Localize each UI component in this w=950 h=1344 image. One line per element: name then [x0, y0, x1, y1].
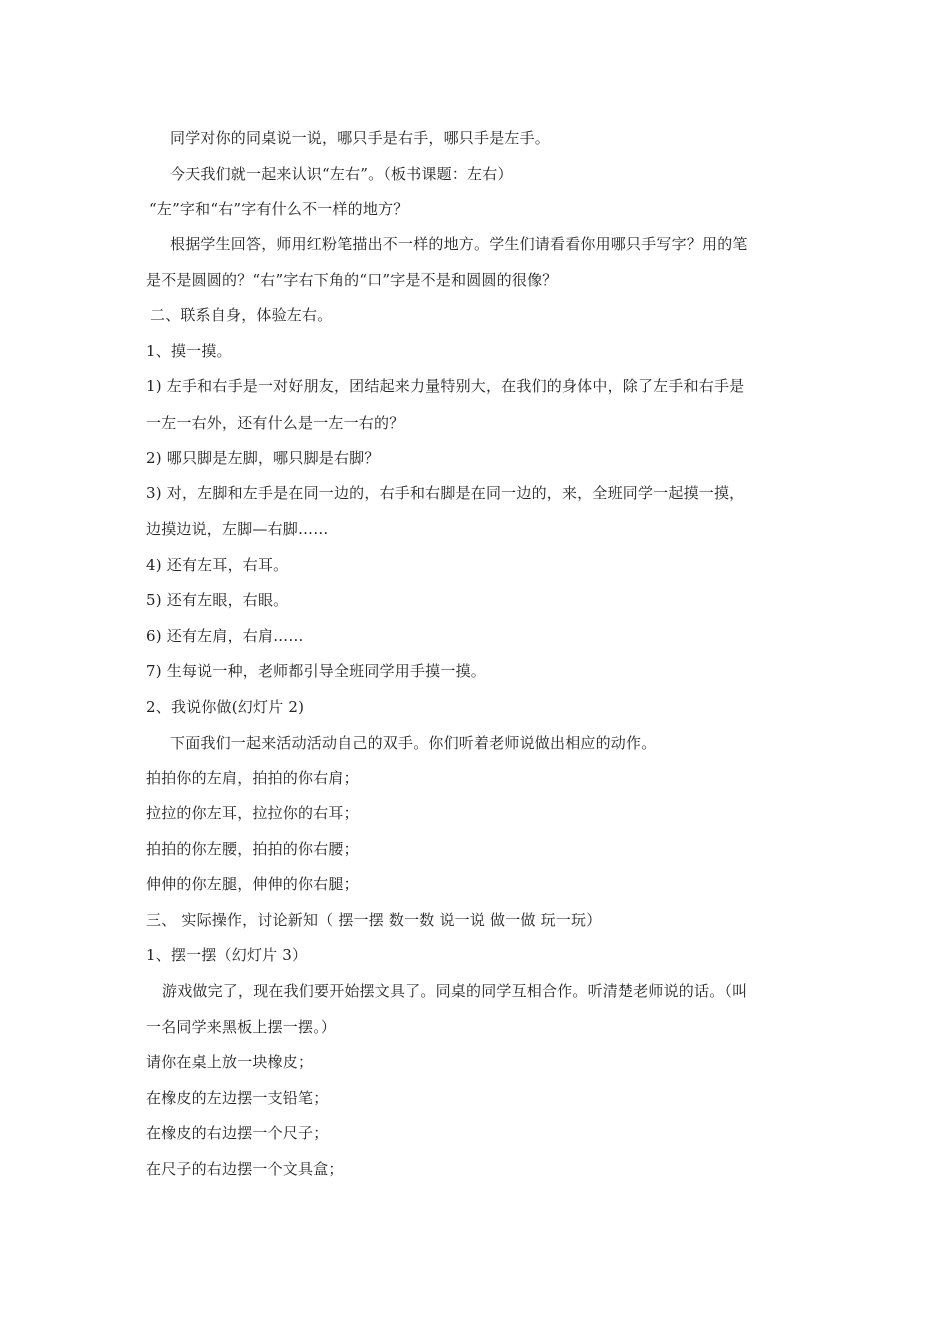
list-item: 2) 哪只脚是左脚，哪只脚是右脚？	[146, 449, 380, 467]
paragraph-line: 拍拍的你左腰，拍拍的你右腰；	[146, 840, 359, 858]
paragraph-line: 游戏做完了，现在我们要开始摆文具了。同桌的同学互相合作。听清楚老师说的话。（叫	[162, 982, 748, 1000]
paragraph-line: 拍拍你的左肩，拍拍的你右肩；	[146, 769, 359, 787]
section-heading: 三、 实际操作，讨论新知（ 摆一摆 数一数 说一说 做一做 玩一玩）	[146, 911, 602, 929]
paragraph-line: 边摸边说，左脚—右脚……	[146, 520, 329, 538]
paragraph-line: 在橡皮的右边摆一个尺子；	[146, 1124, 329, 1142]
paragraph-line: 在橡皮的左边摆一支铅笔；	[146, 1089, 329, 1107]
subsection-heading: 1、摸一摸。	[146, 342, 232, 360]
subsection-heading: 2、我说你做(幻灯片 2)	[146, 698, 305, 716]
paragraph-line: 同学对你的同桌说一说，哪只手是右手，哪只手是左手。	[170, 129, 551, 147]
subsection-heading: 1、摆一摆（幻灯片 3）	[146, 946, 308, 964]
paragraph-line: 一左一右外，还有什么是一左一右的？	[146, 414, 405, 432]
paragraph-line: 拉拉的你左耳，拉拉你的右耳；	[146, 804, 359, 822]
list-item: 4) 还有左耳，右耳。	[146, 556, 289, 574]
paragraph-line: 一名同学来黑板上摆一摆。）	[146, 1018, 337, 1036]
paragraph-line: “左”字和“右”字有什么不一样的地方？	[149, 200, 409, 218]
paragraph-line: 是不是圆圆的？“右”字右下角的“口”字是不是和圆圆的很像？	[146, 271, 558, 289]
paragraph-line: 下面我们一起来活动活动自己的双手。你们听着老师说做出相应的动作。	[170, 734, 657, 752]
list-item: 1) 左手和右手是一对好朋友，团结起来力量特别大，在我们的身体中，除了左手和右手是	[146, 377, 745, 395]
paragraph-line: 今天我们就一起来认识“左右”。（板书课题：左右）	[170, 165, 513, 183]
paragraph-line: 请你在桌上放一块橡皮；	[146, 1053, 314, 1071]
paragraph-line: 根据学生回答，师用红粉笔描出不一样的地方。学生们请看看你用哪只手写字？用的笔	[170, 235, 748, 253]
paragraph-line: 在尺子的右边摆一个文具盒；	[146, 1160, 344, 1178]
section-heading: 二、联系自身，体验左右。	[150, 306, 333, 324]
list-item: 6) 还有左肩，右肩……	[146, 627, 304, 645]
list-item: 5) 还有左眼，右眼。	[146, 591, 289, 609]
list-item: 3) 对，左脚和左手是在同一边的，右手和右脚是在同一边的，来，全班同学一起摸一摸，	[146, 484, 745, 502]
list-item: 7) 生每说一种，老师都引导全班同学用手摸一摸。	[146, 662, 486, 680]
paragraph-line: 伸伸的你左腿，伸伸的你右腿；	[146, 875, 359, 893]
